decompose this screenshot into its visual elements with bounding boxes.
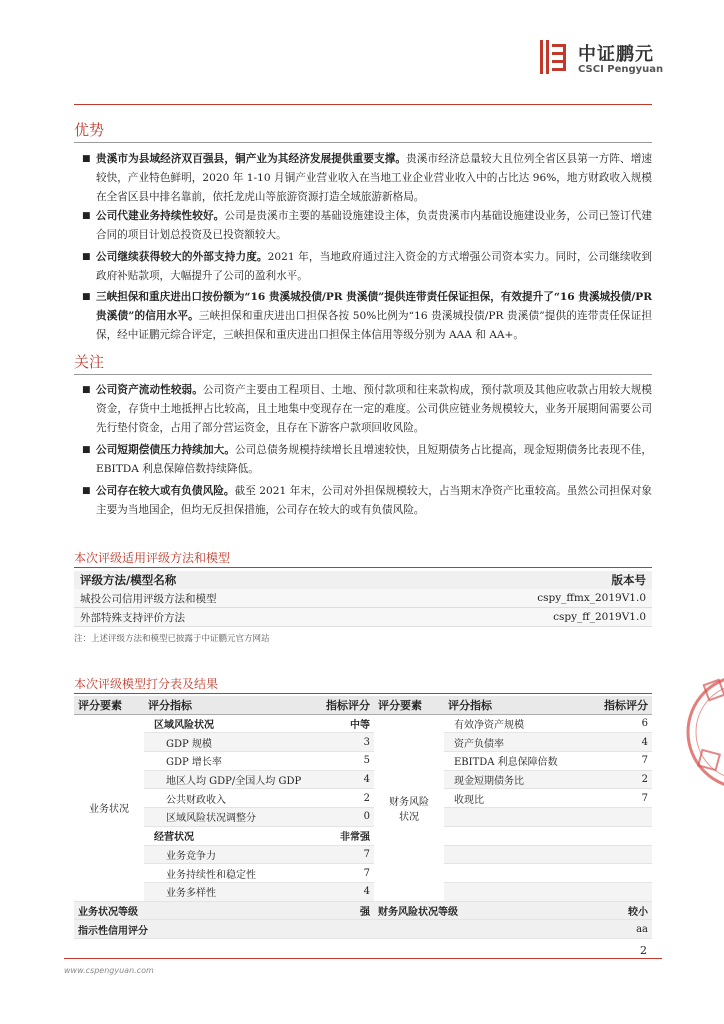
header-cell: 评分指标 — [444, 696, 574, 714]
method-section-title: 本次评级适用评级方法和模型 — [74, 551, 231, 565]
empty-cell — [444, 882, 574, 901]
indicator-score: 4 — [294, 770, 374, 789]
indicator-score: 5 — [294, 752, 374, 771]
group-label-business: 业务状况 — [74, 714, 144, 901]
group-label-financial: 财务风险状况 — [374, 714, 444, 901]
advantages-divider — [74, 142, 652, 143]
empty-cell — [574, 808, 652, 827]
method-version: cspy_ff_2019V1.0 — [393, 608, 652, 627]
bullet-icon: ■ — [82, 385, 91, 395]
advantage-item: ■ 公司继续获得较大的外部支持力度。2021 年，当地政府通过注入资金的方式增强公司资本实力。同时，公司继续收到政府补贴款项，大幅提升了公司的盈利水平。 — [82, 248, 652, 286]
method-section-divider — [74, 567, 652, 568]
bullet-icon: ■ — [82, 252, 91, 262]
method-name: 外部特殊支持评价方法 — [74, 608, 393, 627]
table-row — [74, 789, 652, 808]
method-header-version: 版本号 — [393, 571, 652, 589]
table-row — [74, 589, 652, 608]
indicator-label: 公共财政收入 — [144, 789, 294, 808]
score-section-title: 本次评级模型打分表及结果 — [74, 677, 219, 691]
indicator-score: 4 — [574, 733, 652, 752]
advantages-title: 优势 — [74, 121, 105, 139]
indicator-label: 业务多样性 — [144, 882, 294, 901]
score-table-header — [74, 696, 652, 714]
score-table — [74, 696, 652, 939]
indicator-score: 4 — [294, 882, 374, 901]
table-row — [74, 770, 652, 789]
concerns-title: 关注 — [74, 353, 105, 371]
empty-cell — [574, 826, 652, 845]
financial-grade-label: 财务风险状况等级 — [374, 901, 574, 920]
indicator-label: GDP 增长率 — [144, 752, 294, 771]
concerns-divider — [74, 374, 652, 375]
empty-cell — [444, 808, 574, 827]
bullet-icon: ■ — [82, 445, 91, 455]
table-row — [74, 845, 652, 864]
indicator-score: 中等 — [294, 714, 374, 733]
table-row — [74, 733, 652, 752]
method-header-name: 评级方法/模型名称 — [74, 571, 393, 589]
indicator-score: 7 — [574, 752, 652, 771]
indicator-score: 3 — [294, 733, 374, 752]
business-grade-value: 强 — [294, 901, 374, 920]
indicator-score: 非常强 — [294, 826, 374, 845]
header-cell: 指标评分 — [294, 696, 374, 714]
score-section-divider — [74, 693, 652, 694]
empty-cell — [574, 882, 652, 901]
company-name-en: CSCI Pengyuan — [578, 64, 664, 75]
indicator-label: 业务持续性和稳定性 — [144, 864, 294, 883]
bullet-icon: ■ — [82, 486, 91, 496]
indicator-score: 0 — [294, 808, 374, 827]
indicator-label: 业务竞争力 — [144, 845, 294, 864]
method-version: cspy_ffmx_2019V1.0 — [393, 589, 652, 608]
footer-divider — [64, 958, 662, 959]
indicator-score: 2 — [294, 789, 374, 808]
indicator-score: 6 — [574, 714, 652, 733]
bullet-icon: ■ — [82, 292, 91, 302]
bullet-icon: ■ — [82, 154, 91, 164]
indicative-score-label: 指示性信用评分 — [74, 920, 574, 939]
grade-row — [74, 901, 652, 920]
table-row — [74, 752, 652, 771]
indicator-label: 现金短期债务比 — [444, 770, 574, 789]
header-cell: 评分要素 — [374, 696, 444, 714]
concern-item: ■ 公司存在较大或有负债风险。截至 2021 年末，公司对外担保规模较大，占当期末净资产比重较高。虽然公司担保对象主要为当地国企，但均无反担保措施，公司存在较大的或有负债风险。 — [82, 482, 652, 520]
empty-cell — [444, 826, 574, 845]
method-table — [74, 571, 652, 627]
table-row — [74, 882, 652, 901]
indicator-label: GDP 规模 — [144, 733, 294, 752]
method-name: 城投公司信用评级方法和模型 — [74, 589, 393, 608]
indicator-label: 资产负债率 — [444, 733, 574, 752]
table-row — [74, 714, 652, 733]
indicative-score-value: aa — [574, 920, 652, 939]
advantage-item: ■ 三峡担保和重庆进出口按份额为“16 贵溪城投债/PR 贵溪债”提供连带责任保证担保，有效提升了“16 贵溪城投债/PR 贵溪债”的信用水平。三峡担保和重庆进出口担保各按 50%比例为“16 贵溪城投债/PR 贵溪债”提供的连带责任保证担保，经中证鹏元综合评定，三峡担保和重庆进出口担保主体信用等级分别为 AAA 和 AA+。 — [82, 288, 652, 345]
table-row — [74, 808, 652, 827]
method-table-header — [74, 571, 652, 589]
advantage-item: ■ 贵溪市为县域经济双百强县，铜产业为其经济发展提供重要支撑。贵溪市经济总量较大且位列全省区县第一方阵、增速较快，产业特色鲜明，2020 年 1-10 月铜产业营业收入在当地工业企业营业收入中的占比达 96%，地方财政收入规模在全省区县中排名靠前，依托龙虎山等旅游资源打造全域旅游新格局。 — [82, 150, 652, 207]
empty-cell — [444, 864, 574, 883]
company-seal-stamp — [686, 652, 724, 812]
indicator-score: 2 — [574, 770, 652, 789]
table-row — [74, 608, 652, 627]
header-divider — [74, 104, 652, 105]
indicator-score: 7 — [294, 845, 374, 864]
advantage-item: ■ 公司代建业务持续性较好。公司是贵溪市主要的基础设施建设主体，负责贵溪市内基础设施建设业务，公司已签订代建合同的项目计划总投资及已投资额较大。 — [82, 207, 652, 245]
page-number: 2 — [640, 944, 647, 957]
header-cell: 指标评分 — [574, 696, 652, 714]
indicator-label: EBITDA 利息保障倍数 — [444, 752, 574, 771]
table-row — [74, 826, 652, 845]
footer-url: www.cspengyuan.com — [64, 966, 154, 975]
indicative-score-row — [74, 920, 652, 939]
company-logo-icon — [540, 40, 566, 74]
indicator-label: 经营状况 — [144, 826, 294, 845]
indicator-score: 7 — [294, 864, 374, 883]
bullet-icon: ■ — [82, 211, 91, 221]
indicator-label: 区域风险状况调整分 — [144, 808, 294, 827]
method-note: 注：上述评级方法和模型已披露于中证鹏元官方网站 — [74, 634, 270, 644]
concern-item: ■ 公司资产流动性较弱。公司资产主要由工程项目、土地、预付款项和往来款构成，预付款项及其他应收款占用较大规模资金，存货中土地抵押占比较高，且土地集中变现存在一定的难度。公司供应链业务规模较大，业务开展期间需要公司先行垫付资金，占用了部分营运资金，且存在下游客户款项回收风险。 — [82, 381, 652, 438]
indicator-label: 有效净资产规模 — [444, 714, 574, 733]
empty-cell — [574, 864, 652, 883]
concern-item: ■ 公司短期偿债压力持续加大。公司总债务规模持续增长且增速较快，且短期债务占比提高，现金短期债务比表现不佳，EBITDA 利息保障倍数持续降低。 — [82, 441, 652, 479]
header-cell: 评分指标 — [144, 696, 294, 714]
header-cell: 评分要素 — [74, 696, 144, 714]
empty-cell — [444, 845, 574, 864]
business-grade-label: 业务状况等级 — [74, 901, 294, 920]
empty-cell — [574, 845, 652, 864]
table-row — [74, 864, 652, 883]
company-name-cn: 中证鹏元 — [578, 44, 654, 65]
indicator-label: 地区人均 GDP/全国人均 GDP — [144, 770, 294, 789]
financial-grade-value: 较小 — [574, 901, 652, 920]
indicator-label: 收现比 — [444, 789, 574, 808]
indicator-score: 7 — [574, 789, 652, 808]
indicator-label: 区域风险状况 — [144, 714, 294, 733]
